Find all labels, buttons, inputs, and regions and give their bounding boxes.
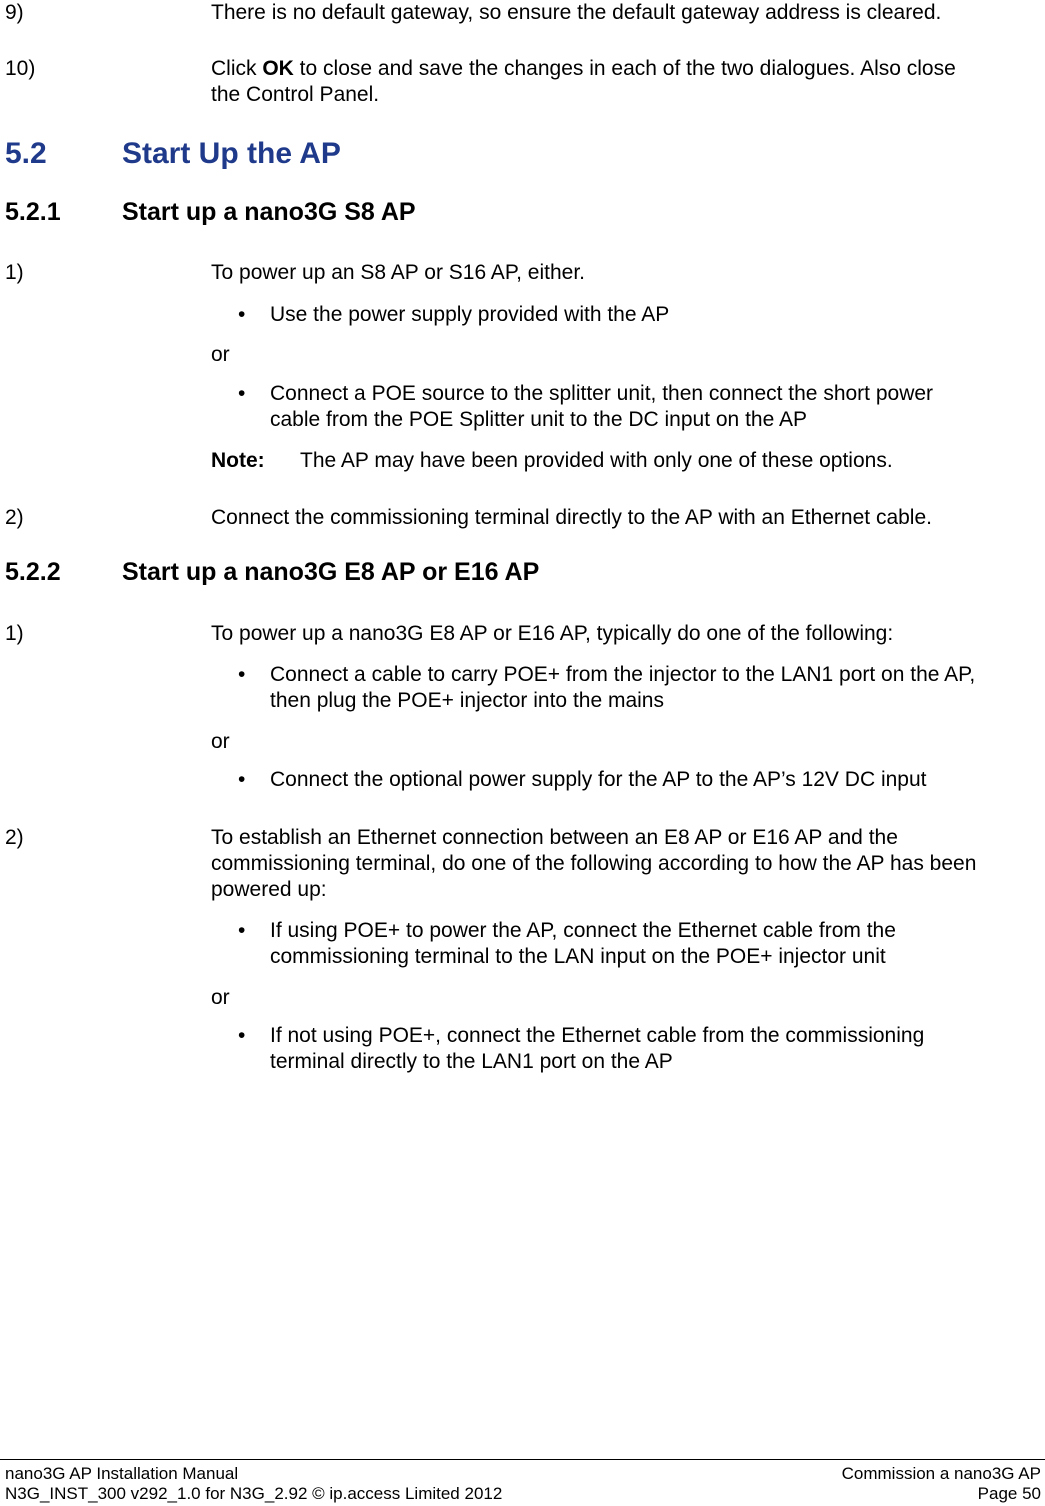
footer-manual-title: nano3G AP Installation Manual	[5, 1464, 239, 1483]
step-number: 10)	[5, 57, 36, 80]
step-number: 2)	[5, 506, 24, 529]
step-text: To establish an Ethernet connection between an E8 AP or E16 AP and the	[211, 826, 898, 849]
step-number: 1)	[5, 622, 24, 645]
step-number: 9)	[5, 1, 24, 24]
step-text: There is no default gateway, so ensure the default gateway address is cleared.	[211, 1, 942, 24]
bullet-text: Connect a POE source to the splitter unit, then connect the short power	[270, 382, 934, 405]
bullet-icon: •	[238, 1024, 246, 1047]
step-text	[211, 56, 956, 82]
footer-page-number: Page 50	[977, 1484, 1041, 1503]
section-number: 5.2	[5, 137, 47, 170]
step-text: To power up a nano3G E8 AP or E16 AP, typically do one of the following:	[211, 622, 894, 645]
bullet-text: Connect the optional power supply for the AP to the AP’s 12V DC input	[270, 768, 927, 791]
bullet-text: If using POE+ to power the AP, connect the Ethernet cable from the	[270, 919, 896, 942]
step-text-cont: commissioning terminal, do one of the following according to how the AP has been	[211, 852, 977, 875]
bullet-text-cont: commissioning terminal to the LAN input on the POE+ injector unit	[270, 945, 886, 968]
note-label: Note:	[211, 449, 265, 472]
step-number: 2)	[5, 826, 24, 849]
step-number: 1)	[5, 261, 24, 284]
ok-label: OK	[262, 57, 294, 80]
step-text: Connect the commissioning terminal directly to the AP with an Ethernet cable.	[211, 506, 932, 529]
step-text-post: to close and save the changes in each of the two dialogues. Also close	[293, 57, 956, 80]
bullet-text-cont: then plug the POE+ injector into the mains	[270, 689, 664, 712]
or-text: or	[211, 986, 230, 1009]
bullet-text: Use the power supply provided with the AP	[270, 303, 670, 326]
bullet-icon: •	[238, 382, 246, 405]
note-text: The AP may have been provided with only one of these options.	[300, 449, 893, 472]
subsection-title: Start up a nano3G S8 AP	[122, 198, 416, 226]
subsection-title: Start up a nano3G E8 AP or E16 AP	[122, 558, 540, 586]
bullet-icon: •	[238, 663, 246, 686]
bullet-text-cont: cable from the POE Splitter unit to the DC input on the AP	[270, 408, 807, 431]
or-text: or	[211, 343, 230, 366]
step-text-cont: the Control Panel.	[211, 83, 380, 106]
bullet-icon: •	[238, 303, 246, 326]
footer-doc-id: N3G_INST_300 v292_1.0 for N3G_2.92 © ip.access Limited 2012	[5, 1484, 503, 1503]
bullet-text: If not using POE+, connect the Ethernet cable from the commissioning	[270, 1024, 925, 1047]
footer-chapter: Commission a nano3G AP	[841, 1464, 1041, 1483]
subsection-number: 5.2.1	[5, 198, 61, 226]
bullet-text: Connect a cable to carry POE+ from the injector to the LAN1 port on the AP,	[270, 663, 976, 686]
bullet-text-cont: terminal directly to the LAN1 port on the AP	[270, 1050, 673, 1073]
bullet-icon: •	[238, 919, 246, 942]
bullet-icon: •	[238, 768, 246, 791]
or-text: or	[211, 730, 230, 753]
section-title: Start Up the AP	[122, 137, 341, 170]
step-text-pre: Click	[211, 57, 263, 80]
step-text-cont: powered up:	[211, 878, 327, 901]
step-text: To power up an S8 AP or S16 AP, either.	[211, 261, 585, 284]
subsection-number: 5.2.2	[5, 558, 61, 586]
footer-divider	[0, 1459, 1045, 1460]
